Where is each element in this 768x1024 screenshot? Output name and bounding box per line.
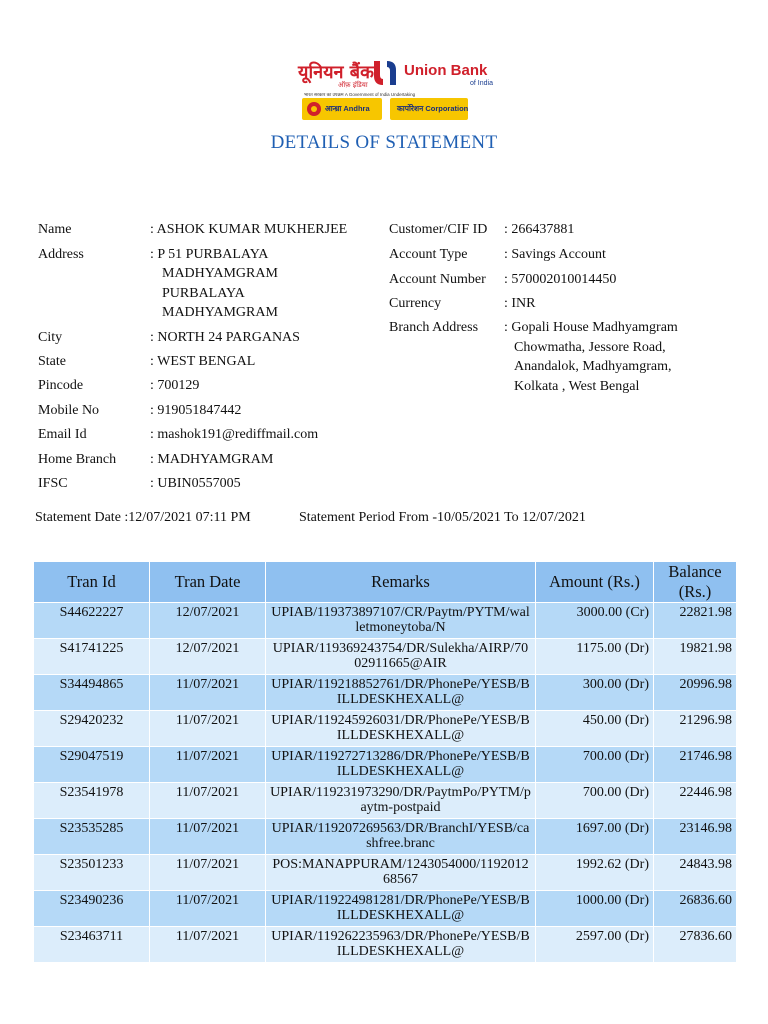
remarks-cell: UPIAR/119224981281/DR/PhonePe/YESB/BILLDESKHEXALL@: [266, 891, 536, 927]
state-label: State: [38, 354, 66, 369]
amount-cell: 1992.62 (Dr): [536, 855, 654, 891]
address-label: Address: [38, 247, 84, 262]
amount-cell: 1697.00 (Dr): [536, 819, 654, 855]
union-bank-logo-icon: [368, 58, 402, 88]
amount-cell: 1000.00 (Dr): [536, 891, 654, 927]
andhra-bank-badge: [302, 98, 382, 120]
address-line: MADHYAMGRAM: [162, 266, 278, 281]
balance-cell: 27836.60: [654, 927, 737, 963]
remarks-cell: POS:MANAPPURAM/1243054000/119201268567: [266, 855, 536, 891]
tran-id-cell: S23535285: [34, 819, 150, 855]
tran-date-cell: 11/07/2021: [150, 783, 266, 819]
tran-id-cell: S44622227: [34, 603, 150, 639]
pincode-label: Pincode: [38, 378, 84, 393]
name-label: Name: [38, 222, 72, 237]
table-row: [34, 711, 737, 747]
table-header-row: [34, 562, 737, 603]
amount-cell: 700.00 (Dr): [536, 747, 654, 783]
table-row: [34, 855, 737, 891]
mobile-value: : 919051847442: [150, 403, 242, 418]
tran-id-cell: S23501233: [34, 855, 150, 891]
balance-cell: 23146.98: [654, 819, 737, 855]
address-line: PURBALAYA: [162, 286, 245, 301]
table-row: [34, 783, 737, 819]
mobile-label: Mobile No: [38, 403, 100, 418]
tran-id-cell: S34494865: [34, 675, 150, 711]
name-value: : ASHOK KUMAR MUKHERJEE: [150, 222, 348, 237]
statement-date: Statement Date :12/07/2021 07:11 PM: [35, 510, 251, 525]
currency-label: Currency: [389, 296, 442, 311]
remarks-cell: UPIAR/119272713286/DR/PhonePe/YESB/BILLDESKHEXALL@: [266, 747, 536, 783]
tran-date-cell: 11/07/2021: [150, 891, 266, 927]
amount-cell: 1175.00 (Dr): [536, 639, 654, 675]
statement-period: Statement Period From -10/05/2021 To 12/07/2021: [299, 510, 586, 525]
currency-value: : INR: [504, 296, 536, 311]
amount-cell: 2597.00 (Dr): [536, 927, 654, 963]
table-row: [34, 639, 737, 675]
balance-cell: 21296.98: [654, 711, 737, 747]
pincode-value: : 700129: [150, 378, 200, 393]
corporation-bank-badge: [390, 98, 468, 120]
bank-tagline: भारत सरकार का उपक्रम A Government of India Undertaking: [304, 92, 416, 97]
tran-date-cell: 11/07/2021: [150, 675, 266, 711]
branch-address-line: Kolkata , West Bengal: [514, 379, 640, 394]
tran-id-cell: S41741225: [34, 639, 150, 675]
bank-name-english: Union Bank: [404, 62, 488, 79]
tran-date-cell: 11/07/2021: [150, 855, 266, 891]
cif-label: Customer/CIF ID: [389, 222, 488, 237]
tran-id-cell: S23463711: [34, 927, 150, 963]
column-header-remarks: Remarks: [266, 562, 536, 603]
branch-address-line: Chowmatha, Jessore Road,: [514, 340, 666, 355]
remarks-cell: UPIAR/119245926031/DR/PhonePe/YESB/BILLDESKHEXALL@: [266, 711, 536, 747]
tran-id-cell: S23490236: [34, 891, 150, 927]
bank-logo: [0, 52, 768, 124]
tran-id-cell: S29420232: [34, 711, 150, 747]
account-number-value: : 570002010014450: [504, 272, 617, 287]
cif-value: : 266437881: [504, 222, 575, 237]
email-label: Email Id: [38, 427, 87, 442]
tran-id-cell: S23541978: [34, 783, 150, 819]
remarks-cell: UPIAR/119218852761/DR/PhonePe/YESB/BILLDESKHEXALL@: [266, 675, 536, 711]
address-line: MADHYAMGRAM: [162, 305, 278, 320]
tran-id-cell: S29047519: [34, 747, 150, 783]
balance-cell: 24843.98: [654, 855, 737, 891]
home-branch-value: : MADHYAMGRAM: [150, 452, 274, 467]
branch-address-label: Branch Address: [389, 320, 479, 335]
amount-cell: 700.00 (Dr): [536, 783, 654, 819]
account-type-value: : Savings Account: [504, 247, 606, 262]
balance-cell: 19821.98: [654, 639, 737, 675]
table-row: [34, 675, 737, 711]
corporation-badge-text: कार्पोरेशन Corporation: [397, 104, 469, 113]
account-number-label: Account Number: [389, 272, 486, 287]
remarks-cell: UPIAR/119262235963/DR/PhonePe/YESB/BILLDESKHEXALL@: [266, 927, 536, 963]
tran-date-cell: 11/07/2021: [150, 927, 266, 963]
bank-name-hindi: यूनियन बैंक: [298, 62, 374, 83]
bank-name-hindi-sub: ऑफ़ इंडिया: [338, 81, 368, 89]
state-value: : WEST BENGAL: [150, 354, 256, 369]
andhra-badge-text: आन्ध्रा Andhra: [325, 104, 370, 113]
bank-name-english-sub: of India: [470, 80, 493, 87]
balance-cell: 26836.60: [654, 891, 737, 927]
home-branch-label: Home Branch: [38, 452, 117, 467]
remarks-cell: UPIAR/119369243754/DR/Sulekha/AIRP/7002911665@AIR: [266, 639, 536, 675]
amount-cell: 3000.00 (Cr): [536, 603, 654, 639]
column-header-balance: Balance (Rs.): [654, 562, 737, 603]
ifsc-label: IFSC: [38, 476, 68, 491]
column-header-tran-id: Tran Id: [34, 562, 150, 603]
branch-address-line: : Gopali House Madhyamgram: [504, 320, 678, 335]
balance-cell: 22821.98: [654, 603, 737, 639]
remarks-cell: UPIAR/119231973290/DR/PaytmPo/PYTM/paytm-postpaid: [266, 783, 536, 819]
column-header-amount: Amount (Rs.): [536, 562, 654, 603]
table-row: [34, 747, 737, 783]
transactions-table: [33, 561, 737, 963]
amount-cell: 450.00 (Dr): [536, 711, 654, 747]
tran-date-cell: 11/07/2021: [150, 711, 266, 747]
email-value: : mashok191@rediffmail.com: [150, 427, 319, 442]
page-title: DETAILS OF STATEMENT: [270, 132, 498, 153]
city-label: City: [38, 330, 63, 345]
city-value: : NORTH 24 PARGANAS: [150, 330, 300, 345]
remarks-cell: UPIAR/119207269563/DR/BranchI/YESB/cashfree.branc: [266, 819, 536, 855]
table-row: [34, 819, 737, 855]
amount-cell: 300.00 (Dr): [536, 675, 654, 711]
table-row: [34, 927, 737, 963]
remarks-cell: UPIAB/119373897107/CR/Paytm/PYTM/walletmoneytoba/N: [266, 603, 536, 639]
tran-date-cell: 12/07/2021: [150, 639, 266, 675]
ifsc-value: : UBIN0557005: [150, 476, 241, 491]
table-row: [34, 891, 737, 927]
andhra-logo-icon: [306, 101, 322, 117]
column-header-tran-date: Tran Date: [150, 562, 266, 603]
balance-cell: 21746.98: [654, 747, 737, 783]
balance-cell: 20996.98: [654, 675, 737, 711]
balance-cell: 22446.98: [654, 783, 737, 819]
tran-date-cell: 12/07/2021: [150, 603, 266, 639]
tran-date-cell: 11/07/2021: [150, 747, 266, 783]
branch-address-line: Anandalok, Madhyamgram,: [514, 359, 672, 374]
tran-date-cell: 11/07/2021: [150, 819, 266, 855]
address-line: : P 51 PURBALAYA: [150, 247, 269, 262]
account-type-label: Account Type: [389, 247, 468, 262]
table-row: [34, 603, 737, 639]
